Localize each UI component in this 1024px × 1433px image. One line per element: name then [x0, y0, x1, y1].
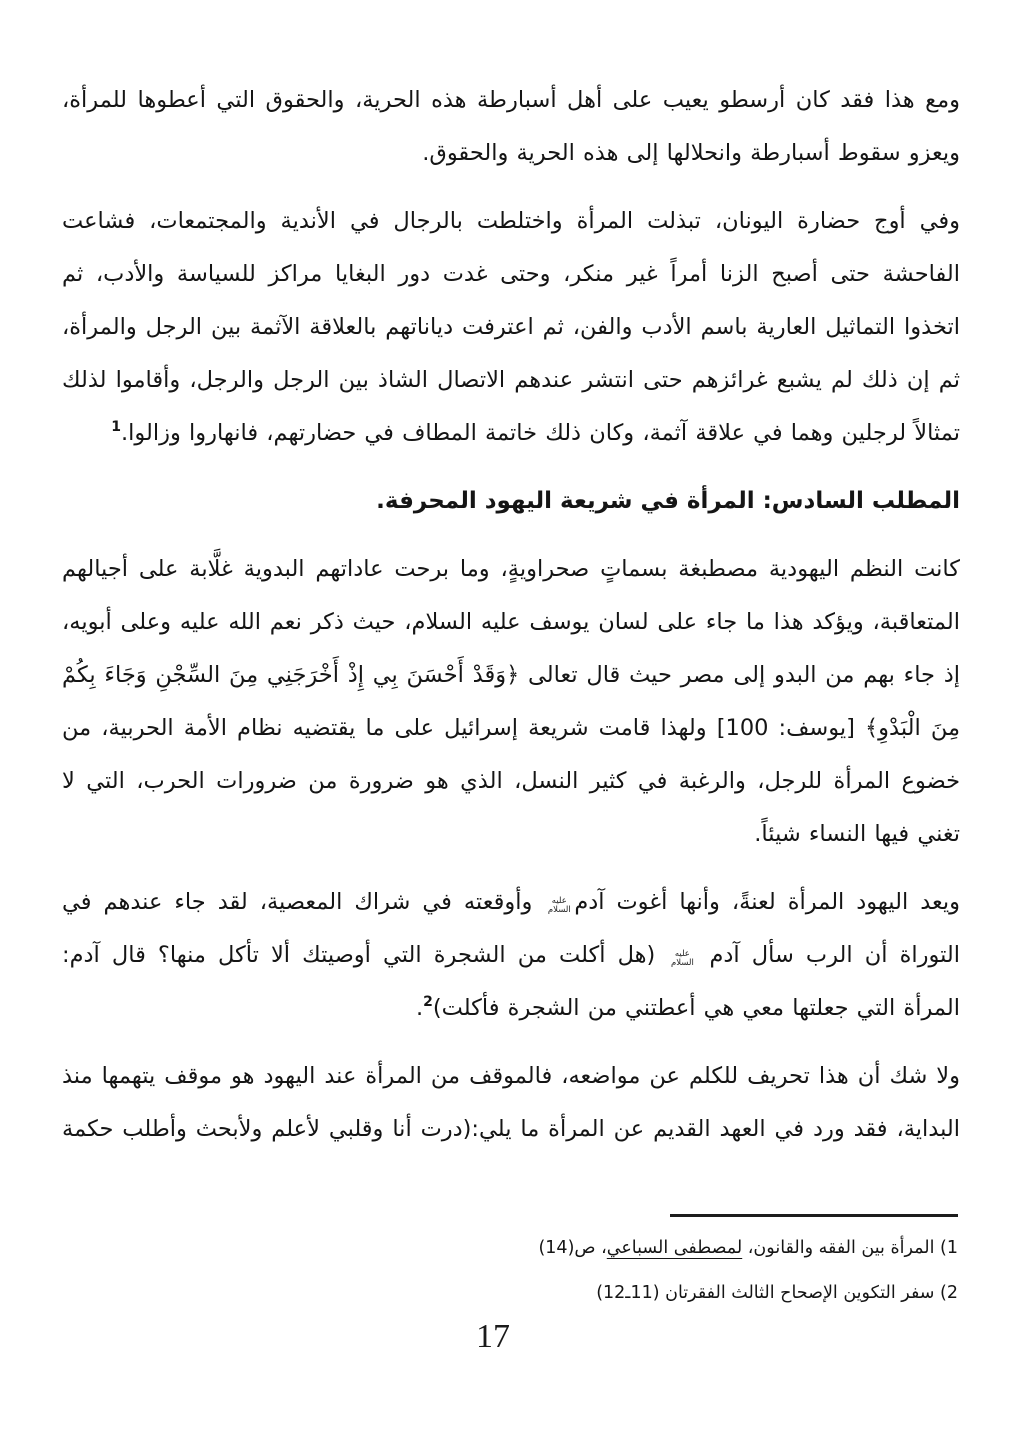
text-run: وفي أوج حضارة اليونان، تبذلت المرأة واختلطت بالرجال في الأندية والمجتمعات، فشاعت الفاحشة حتى أصبح الزنا أمراً غير منكر، وحتى غدت دور البغايا مراكز للسياسة والأدب، ثم اتخذوا التماثيل العارية باسم الأدب والفن، ثم اعترفت دياناتهم بالعلاقة الآثمة بين الرجل والمرأة، ثم إن ذلك لم يشبع غرائزهم حتى انتشر عندهم الاتصال الشاذ بين الرجل والرجل، وأقاموا لذلك تمثالاً لرجلين وهما في علاقة آثمة، وكان ذلك خاتمة المطاف في حضارتهم، فانهاروا وزالوا. — [62, 208, 960, 446]
text-run: 2) سفر التكوين الإصحاح الثالث الفقرتان (11ـ12) — [596, 1283, 958, 1303]
text-run: كانت النظم اليهودية مصطبغة بسماتٍ صحراويةٍ، وما برحت عاداتهم البدوية غلَّابة على أجيالهم المتعاقبة، ويؤكد هذا ما جاء على لسان يوسف عليه السلام، حيث ذكر نعم الله عليه وعلى أبويه، إذ جاء بهم من البدو إلى مصر حيث قال تعالى ﴿وَقَدْ أَحْسَنَ بِي إِذْ أَخْرَجَنِي مِنَ السِّجْنِ وَجَاءَ بِكُمْ مِنَ الْبَدْوِ﴾ [يوسف: 100] ولهذا قامت شريعة إسرائيل على ما يقتضيه نظام الأمة الحربية، من خضوع المرأة للرجل، والرغبة في كثير النسل، الذي هو ضرورة من ضرورات الحرب، التي لا تغني فيها النساء شيئاً. — [62, 556, 960, 847]
footnote-ref: 2 — [423, 994, 433, 1010]
page-number: 17 — [476, 1318, 510, 1355]
text-run: . — [415, 995, 424, 1021]
honorific-mark: عليه السلام — [670, 949, 694, 968]
paragraph — [62, 543, 960, 861]
paragraph — [62, 195, 960, 460]
footnotes-section — [64, 1226, 958, 1316]
text-run: (هل أكلت من الشجرة التي أوصيتك ألا تأكل منها؟ قال آدم: المرأة التي جعلتها معي هي أعطتني من الشجرة فأكلت) — [62, 942, 960, 1021]
text-run: ولا شك أن هذا تحريف للكلم عن مواضعه، فالموقف من المرأة عند اليهود هو موقف يتهمها منذ البداية، فقد ورد في العهد القديم عن المرأة ما يلي:(درت أنا وقلبي لأعلم ولأبحث وأطلب حكمة — [62, 1063, 960, 1142]
footnote — [64, 1271, 958, 1316]
text-run: ومع هذا فقد كان أرسطو يعيب على أهل أسبارطة هذه الحرية، والحقوق التي أعطوها للمرأة، ويعزو سقوط أسبارطة وانحلالها إلى هذه الحرية والحقوق. — [62, 87, 960, 166]
footnote — [64, 1226, 958, 1271]
document-body — [62, 74, 960, 1171]
paragraph — [62, 1050, 960, 1156]
paragraph — [62, 74, 960, 180]
underlined-text: لمصطفى السباعي — [606, 1238, 743, 1258]
text-run: 1) المرأة بين الفقه والقانون، — [742, 1238, 958, 1258]
footnote-ref: 1 — [111, 419, 121, 435]
text-run: ، ص(14) — [538, 1238, 607, 1258]
section-heading: المطلب السادس: المرأة في شريعة اليهود المحرفة. — [376, 488, 960, 514]
footnote-separator-rule — [670, 1214, 958, 1217]
text-run: ويعد اليهود المرأة لعنةً، وأنها أغوت آدم — [574, 889, 960, 915]
text-run: وأوقعته في شراك المعصية، لقد جاء عندهم في التوراة أن الرب سأل آدم — [62, 889, 960, 968]
honorific-mark: عليه السلام — [547, 896, 571, 915]
paragraph — [62, 876, 960, 1035]
